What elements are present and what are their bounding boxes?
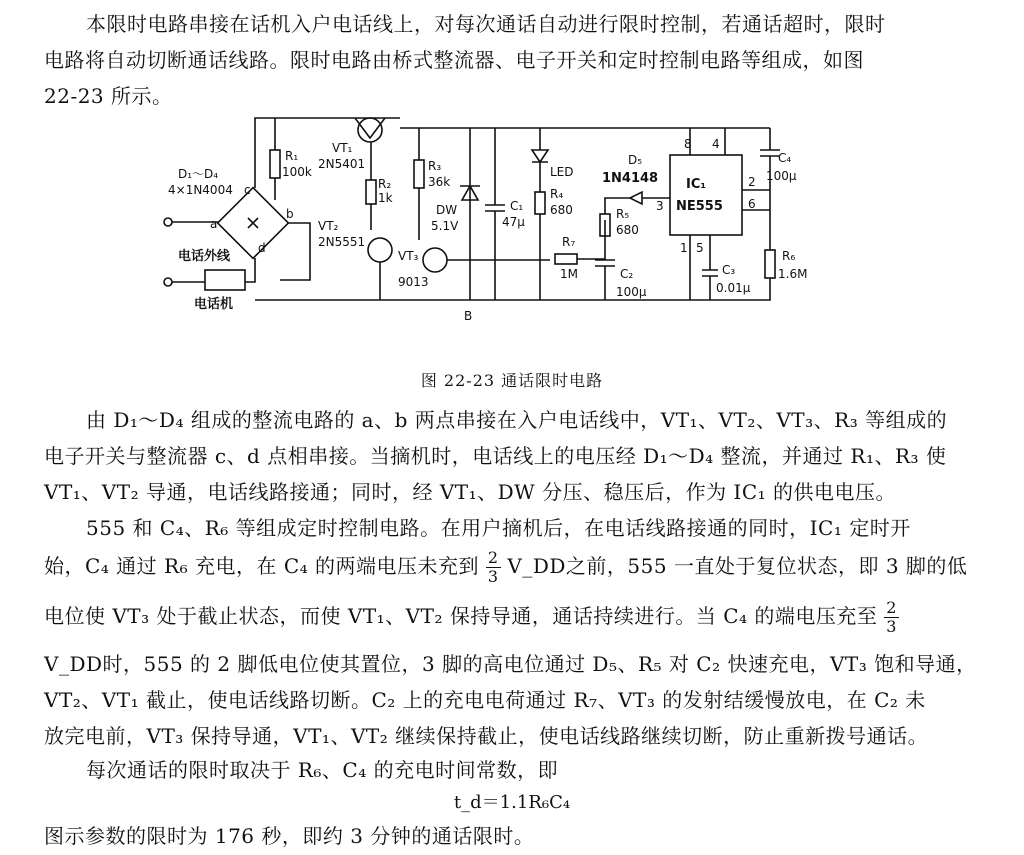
r7-value-label: 1M xyxy=(560,267,578,281)
r1-resistor xyxy=(270,150,280,178)
vt3-type-label: 9013 xyxy=(398,275,429,289)
intro-paragraph xyxy=(44,6,984,42)
terminal-line xyxy=(164,278,172,286)
dw-value-label: 5.1V xyxy=(431,219,459,233)
pin5-label: 5 xyxy=(696,241,704,255)
r4-value-label: 680 xyxy=(550,203,573,217)
pin3-label: 3 xyxy=(656,199,664,213)
wire-b xyxy=(280,223,310,280)
c1-value-label: 47μ xyxy=(502,215,525,229)
intro-line-2: 电路将自动切断通话线路。限时电路由桥式整流器、电子开关和定时控制电路等组成，如图 xyxy=(44,48,864,72)
c4-label: C₄ xyxy=(778,151,792,165)
para3-line-4: V_DD时，555 的 2 脚低电位使其置位，3 脚的高电位通过 D₅、R₅ 对 C₂ 快速充电，VT₃ 饱和导通， xyxy=(44,652,977,676)
led-diode xyxy=(532,128,548,192)
r5-label: R₅ xyxy=(616,207,630,221)
para3-line-2 xyxy=(44,548,984,586)
bridge-diode-symbol xyxy=(248,218,258,228)
r4-resistor xyxy=(535,192,545,214)
vt3-transistor xyxy=(423,248,447,272)
vt1-type-label: 2N5401 xyxy=(318,157,366,171)
para4-line-1: 每次通话的限时取决于 R₆、C₄ 的充电时间常数，即 xyxy=(86,758,559,782)
para3-line-3a: 电位使 VT₃ 处于截止状态，而使 VT₁、VT₂ 保持导通，通话持续进行。当 C₄ 的端电压充至 xyxy=(44,604,878,628)
node-b-label: b xyxy=(286,207,294,221)
r6-label: R₆ xyxy=(782,249,796,263)
para2-line-2: 电子开关与整流器 c、d 点相串接。当摘机时，电话线上的电压经 D₁～D₄ 整流，并通过 R₁、R₃ 使 xyxy=(44,444,947,468)
node-B-label: B xyxy=(464,309,473,323)
r3-resistor xyxy=(414,160,424,188)
pin4-label: 4 xyxy=(712,137,720,151)
intro-paragraph-cont xyxy=(44,42,984,114)
para4-line-2: 图示参数的限时为 176 秒，即约 3 分钟的通话限时。 xyxy=(44,824,535,848)
c3-value-label: 0.01μ xyxy=(716,281,751,295)
vt1-label: VT₁ xyxy=(332,141,353,155)
c4-value-label: 100μ xyxy=(766,169,797,183)
circuit-diagram xyxy=(150,110,830,330)
r3-value-label: 36k xyxy=(428,175,451,189)
c2-capacitor xyxy=(595,220,615,300)
para3-line-2b: V_DD之前，555 一直处于复位状态，即 3 脚的低 xyxy=(507,554,968,578)
fraction-numerator: 2 xyxy=(487,548,499,567)
intro-line-3: 22-23 所示。 xyxy=(44,84,173,108)
para3-line-2a: 始，C₄ 通过 R₆ 充电，在 C₄ 的两端电压未充到 xyxy=(44,554,480,578)
r1-label: R₁ xyxy=(285,149,299,163)
d5-label: D₅ xyxy=(628,153,643,167)
phone-box xyxy=(205,270,245,290)
c1-label: C₁ xyxy=(510,199,524,213)
intro-line-1: 本限时电路串接在话机入户电话线上，对每次通话自动进行限时控制，若通话超时，限时 xyxy=(86,12,886,36)
fraction-two-thirds-2 xyxy=(884,599,899,636)
para2-cont xyxy=(44,438,984,510)
para2-line-1: 由 D₁～D₄ 组成的整流电路的 a、b 两点串接在入户电话线中，VT₁、VT₂、VT₃、R₃ 等组成的 xyxy=(86,408,948,432)
c3-label: C₃ xyxy=(722,263,736,277)
vt3-label: VT₃ xyxy=(398,249,419,263)
c4-capacitor xyxy=(760,128,780,250)
pin6-label: 6 xyxy=(748,197,756,211)
terminal-a xyxy=(164,218,172,226)
phone-label: 电话机 xyxy=(194,297,234,312)
para3-line-6: 放完电前，VT₃ 保持导通，VT₁、VT₂ 继续保持截止，使电话线路继续切断，防止重新拨号通话。 xyxy=(44,724,929,748)
ic1-label: IC₁ xyxy=(686,177,707,192)
fraction-denominator-2: 3 xyxy=(886,617,897,636)
d5-type-label: 1N4148 xyxy=(602,171,659,186)
dw-label: DW xyxy=(436,203,458,217)
r2-resistor xyxy=(366,180,376,204)
para3-line-1: 555 和 C₄、R₆ 等组成定时控制电路。在用户摘机后，在电话线路接通的同时，IC₁ 定时开 xyxy=(86,516,911,540)
pin8-label: 8 xyxy=(684,137,692,151)
r3-label: R₃ xyxy=(428,159,442,173)
r7-resistor xyxy=(555,254,577,264)
ic1-type-label: NE555 xyxy=(676,199,723,214)
vt2-transistor xyxy=(368,238,392,262)
node-d-label: d xyxy=(258,241,266,255)
pin1-label: 1 xyxy=(680,241,688,255)
para2-line-3: VT₁、VT₂ 导通，电话线路接通；同时，经 VT₁、DW 分压、稳压后，作为 IC₁ 的供电电压。 xyxy=(44,480,897,504)
para3-cont xyxy=(44,646,984,754)
r6-resistor xyxy=(765,250,775,278)
node-c-label: c xyxy=(244,183,251,197)
para3-line-3 xyxy=(44,598,984,636)
vt2-type-label: 2N5551 xyxy=(318,235,366,249)
r4-label: R₄ xyxy=(550,187,564,201)
fraction-two-thirds xyxy=(486,549,501,586)
phone-line-label: 电话外线 xyxy=(178,249,231,264)
c2-value-label: 100μ xyxy=(616,285,647,299)
para3-line-5: VT₂、VT₁ 截止，使电话线路切断。C₂ 上的充电电荷通过 R₇、VT₃ 的发射结缓慢放电，在 C₂ 未 xyxy=(44,688,926,712)
ic1-ne555 xyxy=(670,155,742,235)
fraction-denominator: 3 xyxy=(487,567,499,586)
r6-value-label: 1.6M xyxy=(778,267,808,281)
fraction-numerator-2: 2 xyxy=(886,598,897,617)
r5-value-label: 680 xyxy=(616,223,639,237)
vt2-label: VT₂ xyxy=(318,219,339,233)
wire-d xyxy=(245,258,255,282)
pin2-label: 2 xyxy=(748,175,756,189)
c1-capacitor xyxy=(485,128,505,300)
time-formula: t_d＝1.1R₆C₄ xyxy=(453,792,571,813)
r1-value-label: 100k xyxy=(282,165,312,179)
r2-label: R₂ xyxy=(378,177,392,191)
r7-label: R₇ xyxy=(562,235,576,249)
r2-value-label: 1k xyxy=(378,191,393,205)
c2-label: C₂ xyxy=(620,267,634,281)
figure-caption: 图 22-23 通话限时电路 xyxy=(420,371,604,390)
d1d4-label: D₁～D₄ xyxy=(178,167,219,181)
node-a-label: a xyxy=(210,217,218,231)
led-label: LED xyxy=(550,165,574,179)
d1d4-type-label: 4×1N4004 xyxy=(168,183,233,197)
